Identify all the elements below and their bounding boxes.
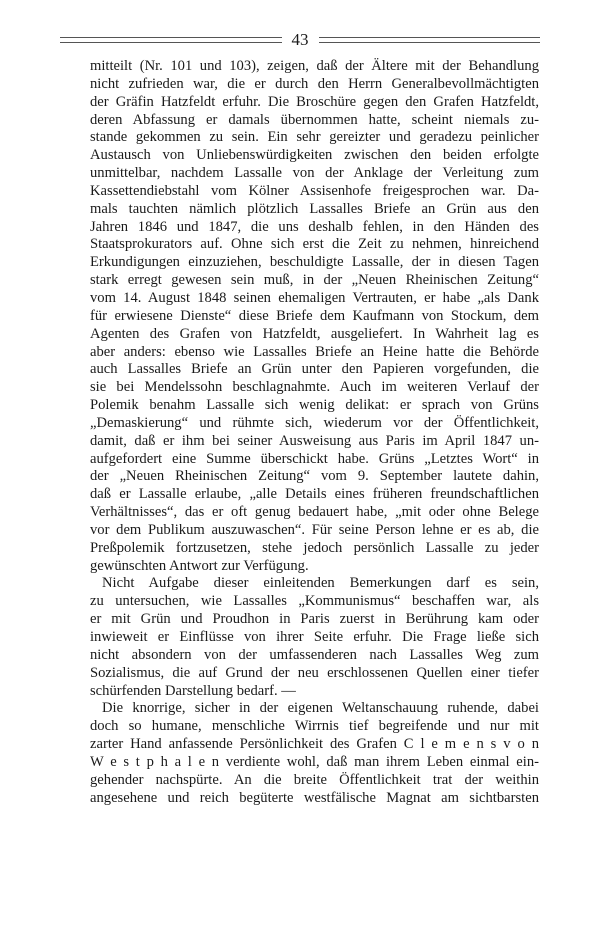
- text-line: Preßpolemik fortzusetzen, stehe jedoch persönlich Lassalle zu jeder: [90, 539, 539, 556]
- text-line: doch so humane, menschliche Wirrnis tief begreifende und nur mit: [90, 718, 539, 735]
- text-line: der „Neuen Rheinischen Zeitung“ vom 9. September lautete dahin,: [90, 468, 539, 485]
- text-line: deren Abfassung er damals übernommen hatte, scheint niemals zu-: [90, 111, 539, 128]
- text-line: schürfenden Darstellung bedarf. —: [90, 682, 296, 699]
- text-line: mitteilt (Nr. 101 und 103), zeigen, daß der Ältere mit der Behandlung: [90, 58, 539, 74]
- text-line: zu untersuchen, wie Lassalles „Kommunismus“ beschaffen war, als: [90, 593, 539, 610]
- text-line: Erkundigungen einzuziehen, beschuldigte Lassalle, der in diesen Tagen: [90, 254, 539, 271]
- text-line: stande gekommen zu sein. Ein sehr gereizter und geradezu peinlicher: [90, 129, 539, 146]
- text-line: „Demaskierung“ und rühmte sich, wiederum vor der Öffentlichkeit,: [90, 414, 539, 431]
- header-rule-left: [60, 37, 282, 43]
- text-line: gewünschten Antwort zur Verfügung.: [90, 557, 309, 574]
- text-line: vom 14. August 1848 seinen ehemaligen Vertrauten, er habe „als Dank: [90, 289, 539, 306]
- text-line: Staatsprokurators auf. Ohne sich erst die Zeit zu nehmen, hinreichend: [90, 236, 539, 253]
- header-rule-right: [319, 37, 541, 43]
- text-line: nicht absondern von der umfassenderen nach Lassalles Weg zum: [90, 646, 539, 663]
- text-line: für erwiesene Dienste“ diese Briefe dem Kaufmann von Stockum, dem: [90, 307, 539, 324]
- text-line: Polemik benahm Lassalle sich wenig delikat: er sprach von Grüns: [90, 397, 539, 414]
- text-line: stark erregt gewesen sein muß, in der „Neuen Rheinischen Zeitung“: [90, 272, 539, 289]
- text-line: gehender nachspürte. An die breite Öffentlichkeit trat der weithin: [90, 771, 539, 788]
- text-line: nicht zufrieden war, die er durch den Herrn Generalbevollmächtigten: [90, 75, 539, 92]
- text-line: er mit Grün und Proudhon in Paris zuerst in Berührung kam oder: [90, 611, 539, 628]
- text-line: der Gräfin Hatzfeldt erfuhr. Die Broschüre gegen den Grafen Hatzfeldt,: [90, 93, 539, 110]
- text-line: zarter Hand anfassende Persönlichkeit des Grafen C l e m e n s v o n: [90, 736, 539, 753]
- text-line: inwieweit er Einflüsse von ihrer Seite erfuhr. Die Frage ließe sich: [90, 629, 539, 645]
- text-line: aber anders: ebenso wie Lassalles Briefe an Heine hatte die Behörde: [90, 343, 539, 360]
- text-line: Jahren 1846 und 1847, die uns deshalb fehlen, in den Händen des: [90, 218, 539, 235]
- text-line: mals tauchten nämlich plötzlich Lassalles Briefe an Grün aus den: [90, 200, 539, 217]
- page-header: [60, 30, 540, 50]
- text-line: Nicht Aufgabe dieser einleitenden Bemerkungen darf es sein,: [102, 575, 539, 592]
- text-line: unmittelbar, nachdem Lassalle von der Anklage der Verleitung zum: [90, 165, 539, 182]
- text-line: aufgefordert eine Summe überschickt habe. Grüns „Letztes Wort“ in: [90, 450, 539, 467]
- text-line: vor dem Publikum auszuwaschen“. Für seine Person lehne er es ab, die: [90, 521, 539, 538]
- text-line: sie bei Mendelssohn beschlagnahmte. Auch im weiteren Verlauf der: [90, 379, 539, 396]
- text-line: Verhältnisses“, das er oft genug bedauert habe, „mit oder ohne Belege: [90, 504, 539, 521]
- text-line: daß er Lassalle erlaube, „alle Details eines früheren freundschaftlichen: [90, 486, 539, 503]
- text-line: auch Lassalles Briefe an Grün unter den Papieren vorgefunden, die: [90, 361, 539, 378]
- text-line: Sozialismus, die auf Grund der neu erschlossenen Quellen einer tiefer: [90, 664, 539, 681]
- text-line: Austausch von Unliebenswürdigkeiten zwischen den beiden erfolgte: [90, 147, 539, 164]
- text-line: Die knorrige, sicher in der eigenen Weltanschauung ruhende, dabei: [102, 700, 539, 717]
- body-text: [90, 58, 539, 807]
- text-line: Kassettendiebstahl vom Kölner Assisenhofe freigesprochen war. Da-: [90, 182, 539, 199]
- text-line: damit, daß er ihm bei seiner Ausweisung aus Paris im April 1847 un-: [90, 432, 539, 449]
- text-line: W e s t p h a l e n verdiente wohl, daß man ihrem Leben einmal ein-: [90, 753, 539, 770]
- text-line: Agenten des Grafen von Hatzfeldt, ausgeliefert. In Wahrheit lag es: [90, 325, 539, 342]
- text-line: angesehene und reich begüterte westfälische Magnat am sichtbarsten: [90, 789, 539, 806]
- page-number: 43: [291, 30, 309, 49]
